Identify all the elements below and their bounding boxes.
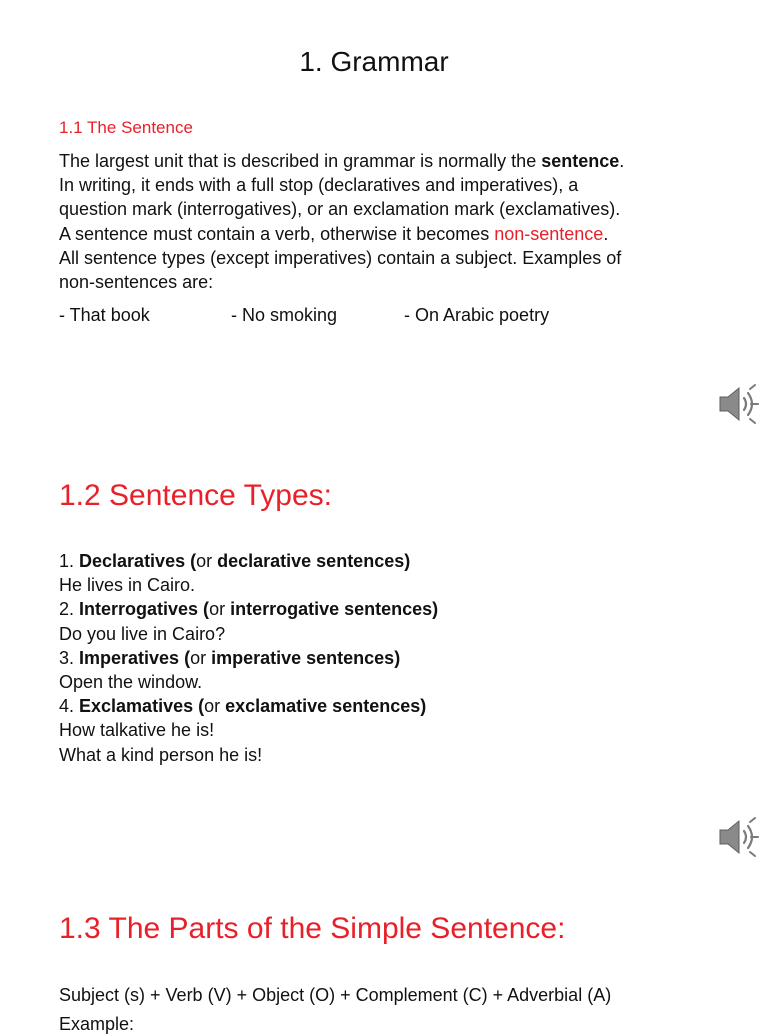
paragraph-line: non-sentences are: (59, 272, 214, 293)
section-1-2-heading: 1.2 Sentence Types: (59, 479, 332, 512)
paragraph-line: question mark (interrogatives), or an exclamation mark (exclamatives). (59, 199, 621, 220)
example-item: - No smoking (231, 305, 338, 325)
paragraph-line: A sentence must contain a verb, otherwise it becomes non-sentence. (59, 223, 609, 244)
type-example: How talkative he is! (59, 720, 215, 741)
example-label: Example: (59, 1014, 135, 1034)
example-item: - On Arabic poetry (404, 305, 550, 325)
type-heading: 4. Exclamatives (or exclamative sentences) (59, 696, 427, 717)
type-example: What a kind person he is! (59, 744, 263, 765)
type-heading: 2. Interrogatives (or interrogative sentences) (59, 599, 439, 620)
section-1-3-heading: 1.3 The Parts of the Simple Sentence: (59, 912, 566, 945)
sentence-formula: Subject (s) + Verb (V) + Object (O) + Complement (C) + Adverbial (A) (59, 985, 612, 1005)
paragraph-line: The largest unit that is described in grammar is normally the sentence. (59, 151, 625, 171)
speaker-icon[interactable] (717, 383, 759, 425)
type-example: Open the window. (59, 672, 203, 693)
paragraph-line: In writing, it ends with a full stop (declaratives and imperatives), a (59, 175, 579, 196)
type-example: Do you live in Cairo? (59, 623, 226, 644)
section-1-1-paragraph (59, 149, 624, 294)
page-title: 1. Grammar (299, 46, 449, 77)
example-item: - That book (59, 305, 150, 325)
speaker-icon[interactable] (717, 816, 759, 858)
term-non-sentence: non-sentence (494, 223, 604, 244)
type-heading: 1. Declaratives (or declarative sentences) (59, 551, 411, 571)
type-heading: 3. Imperatives (or imperative sentences) (59, 647, 401, 668)
sentence-types-list (59, 549, 438, 767)
section-1-1-heading: 1.1 The Sentence (59, 118, 193, 137)
type-example: He lives in Cairo. (59, 575, 196, 596)
paragraph-line: All sentence types (except imperatives) contain a subject. Examples of (59, 247, 622, 268)
term-sentence: sentence (541, 151, 620, 171)
